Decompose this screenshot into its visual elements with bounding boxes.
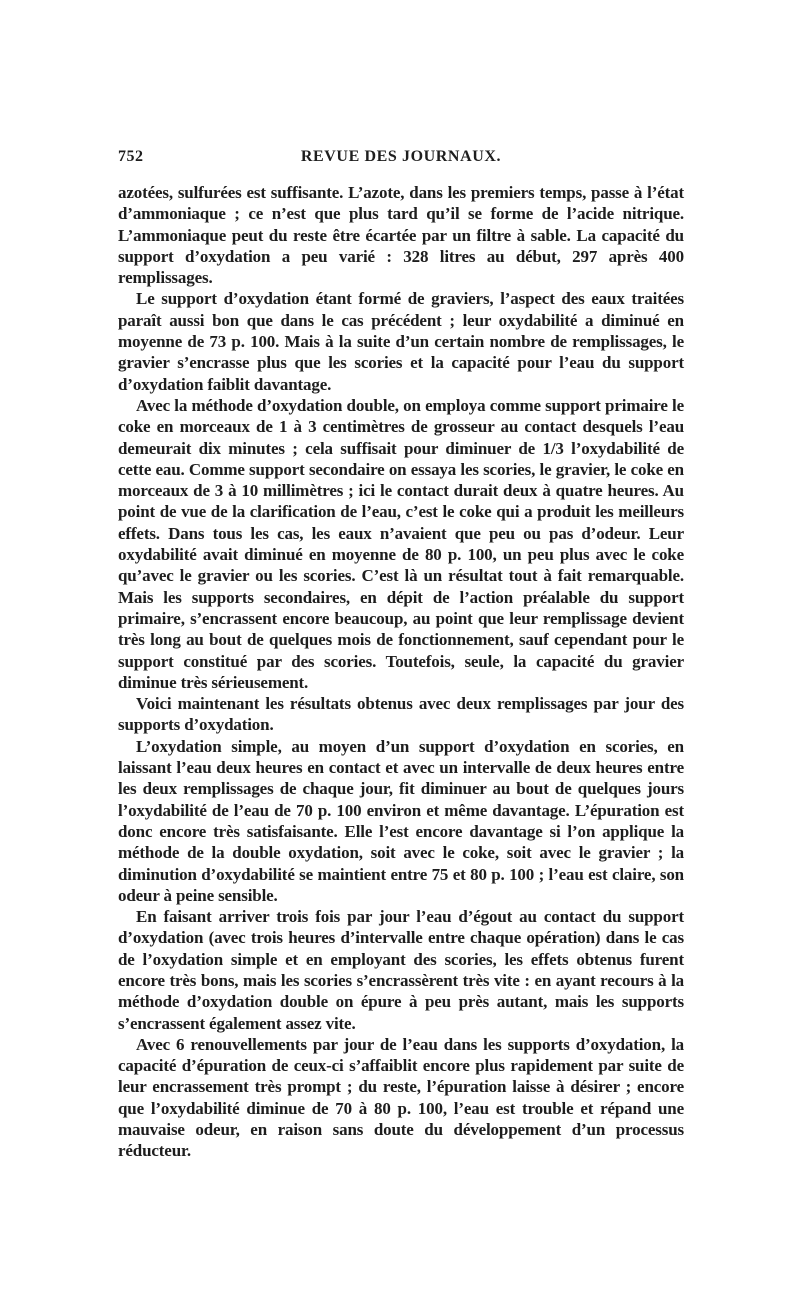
document-page bbox=[118, 148, 684, 1162]
page-number: 752 bbox=[118, 148, 144, 165]
article-body bbox=[118, 182, 684, 1162]
paragraph: Le support d’oxydation étant formé de graviers, l’aspect des eaux traitées paraît aussi bon que dans le cas précédent ; leur oxydabilité a diminué en moyenne de 73 p. 100. Mais à la suite d’un certain nombre de remplissages, le gravier s’encrasse plus que les scories et la capacité pour l’eau du support d’oxydation faiblit davantage. bbox=[118, 289, 684, 394]
running-title: REVUE DES JOURNAUX. bbox=[300, 148, 502, 165]
paragraph: Avec la méthode d’oxydation double, on employa comme support primaire le coke en morceaux de 1 à 3 centimètres de grosseur au contact desquels l’eau demeurait dix minutes ; cela suffisait pour diminuer de 1/3 l’oxydabilité de cette eau. Comme support secondaire on essaya les scories, le gravier, le coke en morceaux de 3 à 10 millimètres ; ici le contact durait deux à quatre heures. Au point de vue de la clarification de l’eau, c’est le coke qui a produit les meilleurs effets. Dans tous les cas, les eaux n’avaient que peu ou pas d’odeur. Leur oxydabilité avait diminué en moyenne de 80 p. 100, un peu plus avec le coke qu’avec le gravier ou les scories. C’est là un résultat tout à fait remarquable. Mais les supports secondaires, en dépit de l’action préalable du support primaire, s’encrassent encore beaucoup, au point que leur remplissage devient très long au bout de quelques mois de fonctionnement, sauf cependant pour le support constitué par des scories. Toutefois, seule, la capacité du gravier diminue très sérieusement. bbox=[118, 395, 684, 692]
paragraph-continuation: azotées, sulfurées est suffisante. L’azote, dans les premiers temps, passe à l’état d’ammoniaque ; ce n’est que plus tard qu’il se forme de l’acide nitrique. L’ammoniaque peut du reste être écartée par un filtre à sable. La capacité du support d’oxydation a peu varié : 328 litres au début, 297 après 400 remplissages. bbox=[118, 183, 684, 288]
paragraph: Avec 6 renouvellements par jour de l’eau dans les supports d’oxydation, la capacité d’épuration de ceux-ci s’affaiblit encore plus rapidement par suite de leur encrassement très prompt ; du reste, l’épuration laisse à désirer ; encore que l’oxydabilité diminue de 70 à 80 p. 100, l’eau est trouble et répand une mauvaise odeur, en raison sans doute du développement d’un processus réducteur. bbox=[118, 1034, 684, 1161]
paragraph: L’oxydation simple, au moyen d’un support d’oxydation en scories, en laissant l’eau deux heures en contact et avec un intervalle de deux heures entre les deux remplissages de chaque jour, fit diminuer au bout de quelques jours l’oxydabilité de l’eau de 70 p. 100 environ et même davantage. L’épuration est donc encore très satisfaisante. Elle l’est encore davantage si l’on applique la méthode de la double oxydation, soit avec le coke, soit avec le gravier ; la diminution d’oxydabilité se maintient entre 75 et 80 p. 100 ; l’eau est claire, son odeur à peine sensible. bbox=[118, 736, 684, 905]
paragraph: En faisant arriver trois fois par jour l’eau d’égout au contact du support d’oxydation (avec trois heures d’intervalle entre chaque opération) dans le cas de l’oxydation simple et en employant des scories, les effets obtenus furent encore très bons, mais les scories s’encrassèrent très vite : en ayant recours à la méthode d’oxydation double on épure à peu près autant, mais les supports s’encrassent également assez vite. bbox=[118, 907, 684, 1033]
page-header bbox=[118, 148, 684, 178]
paragraph: Voici maintenant les résultats obtenus avec deux remplissages par jour des supports d’oxydation. bbox=[118, 694, 684, 735]
